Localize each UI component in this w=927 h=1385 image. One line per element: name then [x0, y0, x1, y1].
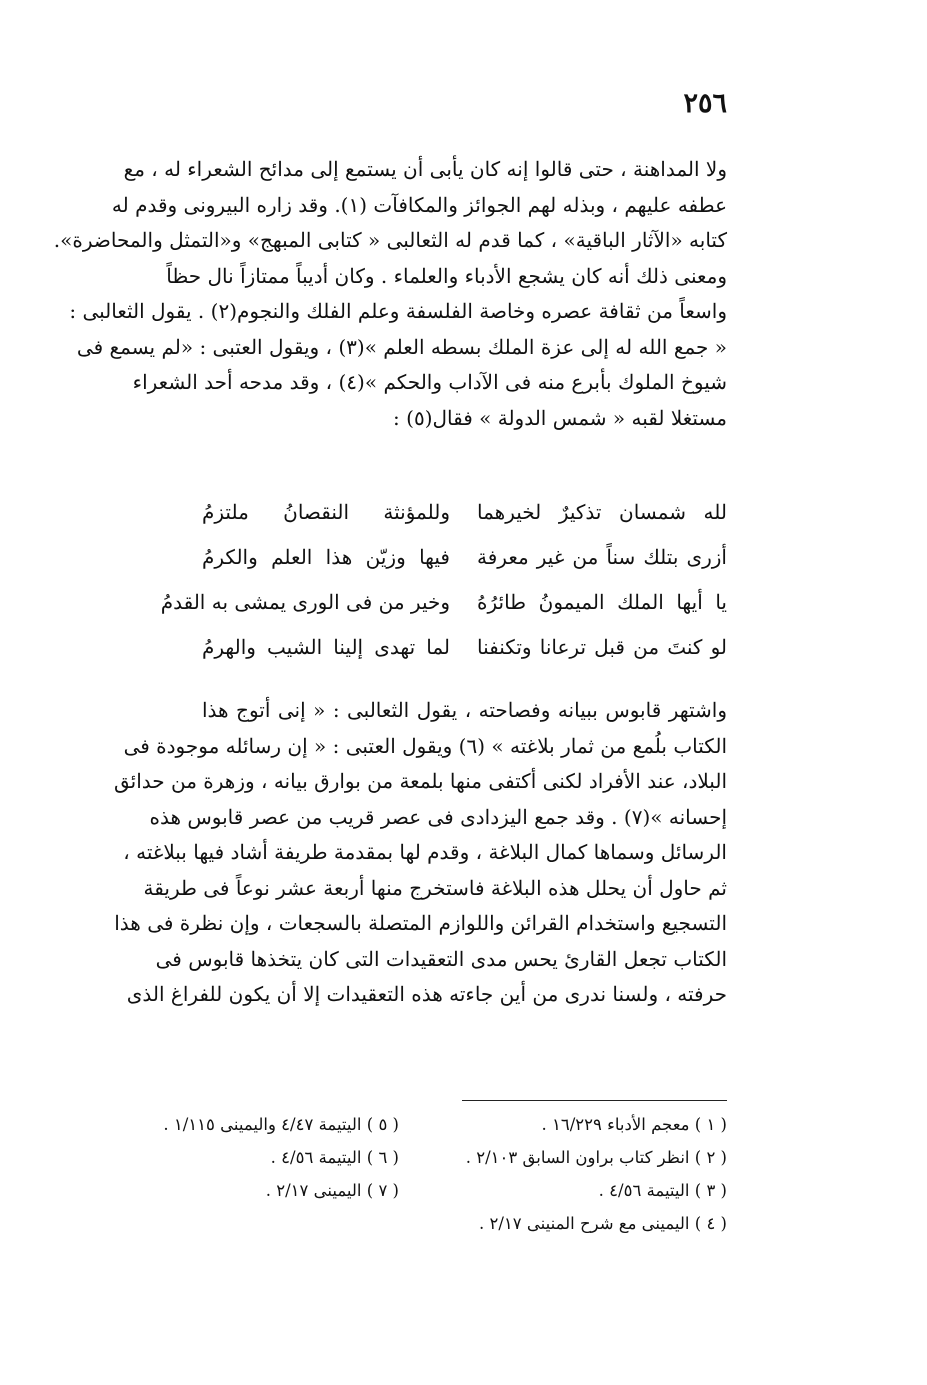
text-line: الرسائل وسماها كمال البلاغة ، وقدم لها بمقدمة طريفة أشاد فيها ببلاغته ،	[123, 840, 727, 864]
text-line: البلاد، عند الأفراد لكنى أكتفى منها بلمعة من بوارق بيانه ، وزهرة من حدائق	[113, 769, 727, 793]
footnote: ( ٧ ) اليمينى ٢/١٧ .	[265, 1181, 399, 1200]
poem-verse	[202, 635, 727, 680]
footnote: ( ٥ ) اليتيمة ٤/٤٧ واليمينى ١/١١٥ .	[163, 1115, 399, 1134]
text-line: الكتاب بلُمع من ثمار بلاغته » (٦) ويقول العتبى : « إن رسائله موجودة فى	[123, 733, 727, 758]
text-line: « جمع الله له إلى عزة الملك بسطه العلم »(٣) ، ويقول العتبى : «لم يسمع فى	[76, 334, 727, 359]
text-line: مستغلا لقبه « شمس الدولة » فقال(٥) :	[393, 405, 727, 430]
footnote: ( ٣ ) اليتيمة ٤/٥٦ .	[598, 1181, 727, 1200]
paragraph-two	[113, 693, 727, 1013]
text-line: الكتاب تجعل القارئ يحس مدى التعقيدات التى كان يتخذها قابوس فى	[155, 946, 727, 971]
poem-second-hemistich: لما تهدى إلينا الشيب والهرمُ	[202, 635, 450, 659]
text-line: شيوخ الملوك بأبرع منه فى الآداب والحكم »(٤) ، وقد مدحه أحد الشعراء	[132, 370, 727, 394]
text-line: إحسانه »(٧) . وقد جمع اليزدادى فى عصر قريب من عصر قابوس هذه	[149, 804, 727, 829]
text-line: كتابه «الآثار الباقية» ، كما قدم له الثعالبى « كتابى المبهج» و«التمثل والمحاضرة».	[53, 228, 727, 252]
poem-second-hemistich: وخير من فى الورى يمشى به القدمُ	[160, 590, 450, 614]
footnotes-right-column	[466, 1108, 727, 1240]
poem-verse	[160, 590, 727, 635]
text-line: واشتهر قابوس ببيانه وفصاحته ، يقول الثعالبى : « إنى أتوج هذا	[202, 698, 727, 722]
poem-first-hemistich: أزرى بتلك سناً من غير معرفة	[477, 545, 727, 569]
poem-first-hemistich: يا أيها الملك الميمونُ طائرُهُ	[477, 590, 727, 614]
poem-second-hemistich: وللمؤنثة النقصانُ ملتزمُ	[202, 500, 450, 524]
page-number: ٢٥٦	[683, 88, 727, 119]
text-line: ولا المداهنة ، حتى قالوا إنه كان يأبى أن يستمع إلى مدائح الشعراء له ، مع	[123, 157, 727, 181]
text-line: التسجيع واستخدام القرائن واللوازم المتصلة بالسجعات ، وإن نظرة فى هذا	[114, 911, 727, 935]
poem-verse	[202, 500, 727, 545]
footnote-divider	[462, 1100, 727, 1101]
footnote: ( ٤ ) اليمينى مع شرح المنينى ٢/١٧ .	[478, 1214, 727, 1233]
text-line: عطفه عليهم ، وبذله لهم الجوائز والمكافآت (١). وقد زاره البيرونى وقدم له	[111, 192, 727, 217]
footnotes-left-column	[163, 1108, 399, 1207]
poem-first-hemistich: لو كنتَ من قبل ترعانا وتكنفنا	[477, 635, 727, 659]
text-line: واسعاً من ثقافة عصره وخاصة الفلسفة وعلم الفلك والنجوم(٢) . يقول الثعالبى :	[69, 299, 727, 323]
poem-second-hemistich: فيها وزيّن هذا العلم والكرمُ	[202, 545, 450, 569]
footnote: ( ١ ) معجم الأدباء ١٦/٢٢٩ .	[541, 1115, 727, 1134]
poem-first-hemistich: لله شمسان تذكيرٌ لخيرهما	[477, 500, 727, 524]
text-line: ومعنى ذلك أنه كان يشجع الأدباء والعلماء . وكان أديباً ممتازاً نال حظاً	[166, 263, 727, 288]
text-line: حرفته ، ولسنا ندرى من أين جاءته هذه التعقيدات إلا أن يكون للفراغ الذى	[126, 982, 727, 1006]
footnote: ( ٦ ) اليتيمة ٤/٥٦ .	[270, 1148, 399, 1167]
paragraph-one	[53, 152, 727, 436]
text-line: ثم حاول أن يحلل هذه البلاغة فاستخرج منها أربعة عشر نوعاً فى طريقة	[143, 875, 727, 900]
poem-verse	[202, 545, 727, 590]
footnote: ( ٢ ) انظر كتاب براون السابق ٢/١٠٣ .	[465, 1148, 727, 1167]
poem	[160, 500, 727, 680]
